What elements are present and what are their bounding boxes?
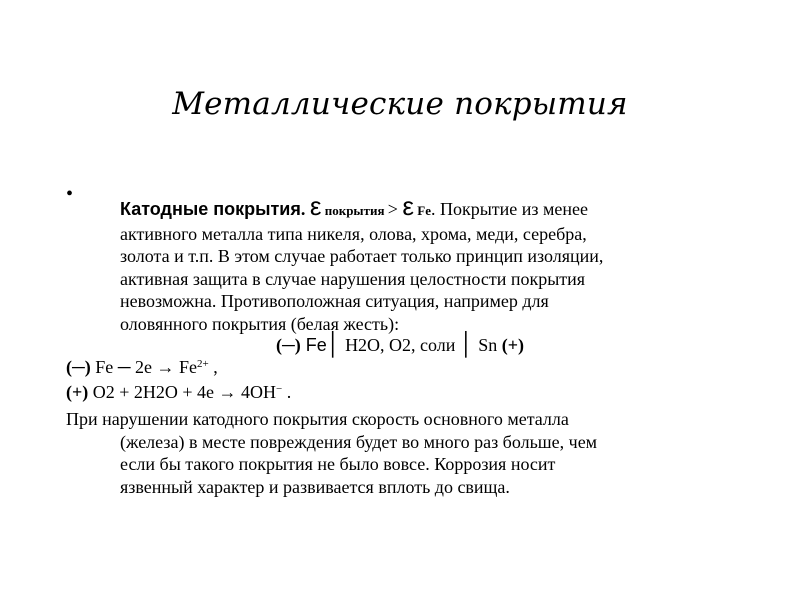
paragraph-heading: Катодные покрытия xyxy=(120,199,301,219)
cathode-equation: O2 + 2H2O + 4e → 4OH xyxy=(88,382,277,402)
paragraph-line: невозможна. Противоположная ситуация, например для xyxy=(120,291,549,312)
paragraph-line: если бы такого покрытия не было вовсе. Коррозия носит xyxy=(120,454,556,475)
anode-equation: Fe ─ 2e → Fe xyxy=(90,357,197,377)
equation-end: , xyxy=(208,357,218,377)
paragraph-line: активная защита в случае нарушения целостности покрытия xyxy=(120,268,586,289)
cathode-sign: (+) xyxy=(66,382,89,402)
bullet-marker: • xyxy=(66,183,74,205)
charge-superscript: − xyxy=(276,383,283,395)
cathodic-coatings-paragraph xyxy=(120,191,740,336)
anode-sign: (─) xyxy=(66,357,91,377)
paragraph-line: золота и т.п. В этом случае работает только принцип изоляции, xyxy=(120,246,604,267)
first-line-rest: . Покрытие из менее xyxy=(430,199,589,219)
charge-superscript: 2+ xyxy=(197,358,209,370)
anode-sign: (─) xyxy=(276,335,301,355)
paragraph-line: (железа) в месте повреждения будет во много раз больше, чем xyxy=(120,431,598,452)
cathode-reaction xyxy=(66,382,291,403)
heading-dot: . xyxy=(300,199,310,219)
paragraph-line: язвенный характер и развивается вплоть до свища. xyxy=(120,476,510,497)
paragraph-line: При нарушении катодного покрытия скорость основного металла xyxy=(66,409,569,429)
cathode-sign: (+) xyxy=(501,335,524,355)
galvanic-cell-scheme xyxy=(0,331,800,357)
conclusion-paragraph xyxy=(66,408,746,498)
cathode-metal: Sn xyxy=(473,335,502,355)
subscript-coating: покрытия xyxy=(321,203,388,218)
phase-boundary: │ xyxy=(459,331,474,356)
phase-boundary: │ xyxy=(326,331,341,356)
paragraph-line: оловянного покрытия (белая жесть): xyxy=(120,313,400,334)
anode-reaction xyxy=(66,357,218,378)
epsilon-symbol: ε xyxy=(309,191,322,221)
greater-than: > xyxy=(387,199,403,219)
subscript-fe: Fe xyxy=(414,203,431,218)
paragraph-line: активного металла типа никеля, олова, хрома, меди, серебра, xyxy=(120,223,587,244)
equation-end: . xyxy=(282,382,292,402)
slide-title: Металлические покрытия xyxy=(172,86,628,122)
anode-metal: Fe xyxy=(300,335,327,355)
electrolyte: H2O, O2, соли xyxy=(340,335,460,355)
epsilon-symbol: ε xyxy=(402,191,414,221)
paragraph-first-line xyxy=(120,191,740,223)
